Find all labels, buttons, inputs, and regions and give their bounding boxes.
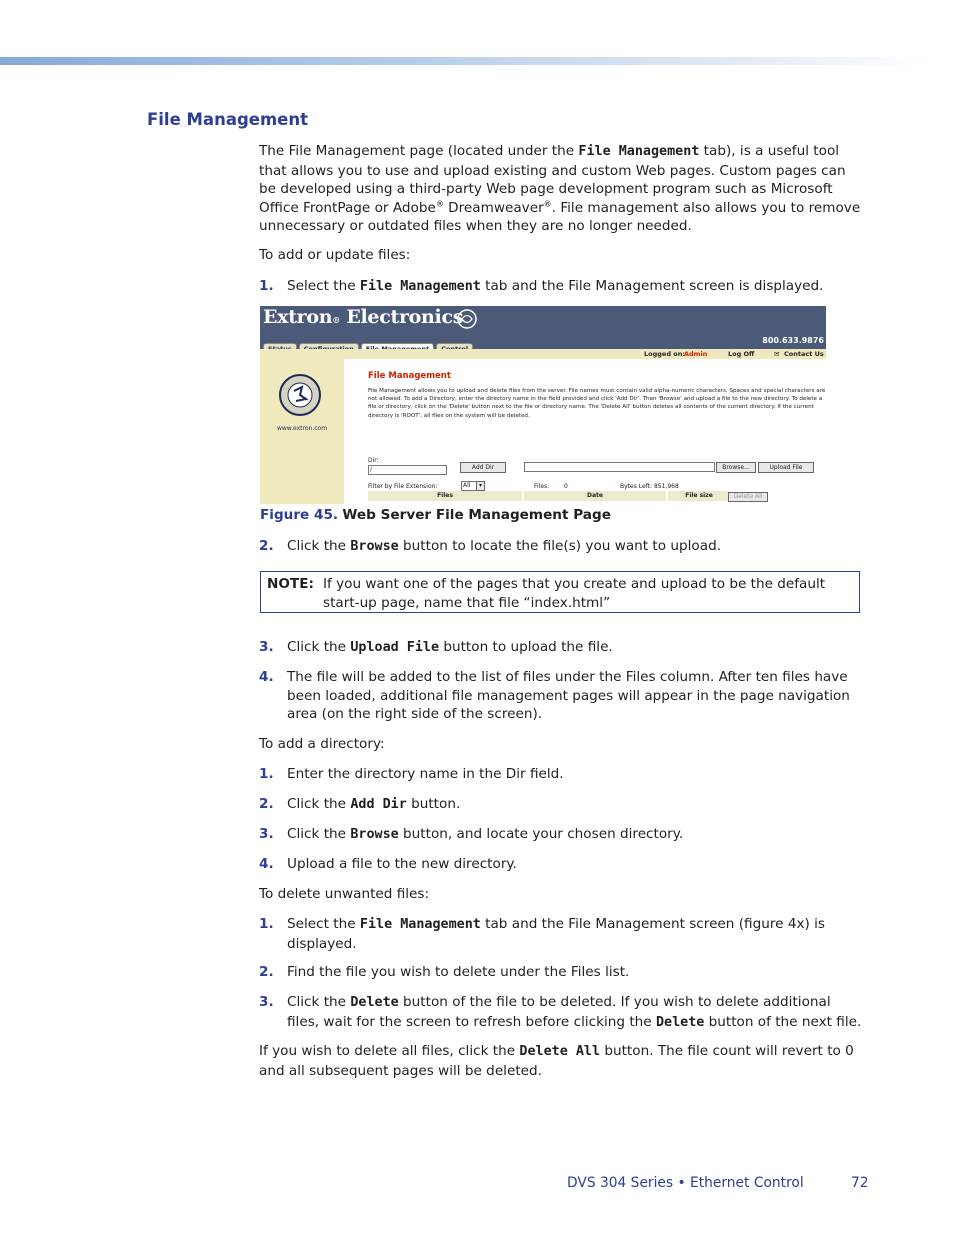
contact-us-link[interactable]: Contact Us [784, 350, 824, 358]
log-off-link[interactable]: Log Off [728, 350, 755, 358]
step-text: Click the Delete button of the file to be deleted. If you wish to delete additional files, wait for the screen to refresh before clicking the Delete button of the next file. [287, 994, 862, 1030]
step-text: Find the file you wish to delete under the Files list. [287, 964, 630, 980]
step-number: 2. [259, 796, 274, 812]
files-column-header: Files [368, 491, 522, 501]
step-text: The file will be added to the list of files under the Files column. After ten files have been loaded, additional file management pages will appear in the page navigation area (on the right side of the screen). [287, 669, 850, 723]
header-rule [0, 57, 930, 65]
step-number: 1. [259, 766, 274, 782]
note-label: NOTE: [267, 576, 314, 592]
logged-on-user: Admin [684, 350, 708, 358]
step-text: Upload a file to the new directory. [287, 856, 517, 872]
brand-logo-text: Extron® Electronics [263, 306, 464, 328]
add-update-label: To add or update files: [259, 247, 411, 263]
step-text: Select the File Management tab and the File Management screen is displayed. [287, 278, 824, 294]
step-number: 3. [259, 826, 274, 842]
step-number: 3. [259, 639, 274, 655]
site-url: www.extron.com [276, 425, 328, 432]
screen-header [260, 306, 826, 350]
step-text: Click the Upload File button to upload the file. [287, 639, 613, 655]
login-bar [260, 349, 826, 359]
step-text: Click the Browse button, and locate your chosen directory. [287, 826, 684, 842]
mail-icon: ✉ [774, 350, 780, 358]
files-count: 0 [564, 483, 568, 490]
footer-title: DVS 304 Series • Ethernet Control [567, 1175, 804, 1191]
step-number: 2. [259, 538, 274, 554]
filter-select[interactable]: All [461, 481, 478, 491]
dir-input[interactable]: / [368, 465, 447, 475]
screen-page-title: File Management [368, 371, 451, 381]
date-column-header: Date [524, 491, 666, 501]
intro-text: tab), is a useful tool that allows you to use and upload existing and custom Web pages. Custom pages can be developed using a third-party Web page development program such as Microsoft Office FrontPage or Adobe [259, 143, 846, 216]
figure-label: Figure 45. [260, 507, 339, 523]
screen-content [344, 359, 826, 504]
step-text: Click the Browse button to locate the file(s) you want to upload. [287, 538, 722, 554]
step-number: 3. [259, 994, 274, 1010]
bytes-left: Bytes Left: 851,968 [620, 483, 679, 490]
screen-description: File Management allows you to upload and delete files from the server. File names must contain valid alpha-numeric characters. Spaces and special characters are not allowed. To add a Directory, enter the directory name in the field provided and click 'Add Dir'. Then 'Browse' and upload a file to the new directory. To delete a file or directory, click on the 'Delete' button next to the file or directory name. The 'Delete All' button deletes all contents of the current directory. If the current directory is 'ROOT', all files on the system will be deleted. [368, 388, 826, 419]
chevron-down-icon[interactable]: ▾ [476, 481, 485, 491]
intro-text: Dreamweaver [443, 199, 544, 216]
delete-files-label: To delete unwanted files: [259, 886, 430, 902]
step-text: Enter the directory name in the Dir field. [287, 766, 564, 782]
delete-all-button[interactable]: Delete All [728, 492, 768, 502]
extron-star-icon [456, 308, 478, 330]
note-text: If you want one of the pages that you create and upload to be the default start-up page, name that file “index.html” [323, 576, 826, 611]
file-path-input[interactable] [524, 462, 715, 472]
upload-file-button[interactable]: Upload File [758, 462, 814, 473]
phone-number: 800.633.9876 [762, 336, 824, 345]
extron-seal-icon [278, 373, 322, 417]
browse-button[interactable]: Browse... [716, 462, 756, 473]
dir-label: Dir: [368, 457, 379, 464]
step-text: Click the Add Dir button. [287, 796, 461, 812]
closing-paragraph: If you wish to delete all files, click the Delete All button. The file count will revert to 0 and all subsequent pages will be deleted. [259, 1043, 854, 1079]
add-directory-label: To add a directory: [259, 736, 385, 752]
size-column-header: File size [668, 491, 730, 501]
logged-on-label: Logged on: [644, 350, 685, 358]
step-number: 1. [259, 278, 274, 294]
section-heading: File Management [147, 110, 308, 129]
step-number: 4. [259, 856, 274, 872]
figure-caption-text: Web Server File Management Page [342, 507, 611, 523]
add-dir-button[interactable]: Add Dir [460, 462, 506, 473]
step-text: Select the File Management tab and the File Management screen (figure 4x) is displayed. [287, 916, 825, 952]
intro-text: . File management also allows you to remove unnecessary or outdated files when they are no longer needed. [259, 199, 861, 235]
files-label: Files: [534, 483, 550, 490]
step-number: 2. [259, 964, 274, 980]
side-pane [260, 359, 344, 504]
page-number: 72 [851, 1175, 869, 1191]
intro-code: File Management [578, 144, 700, 159]
note-box [260, 571, 860, 613]
intro-text: The File Management page (located under the [259, 143, 579, 159]
registered-mark: ® [543, 199, 552, 209]
screen-tabs [263, 336, 475, 349]
figure-caption [260, 507, 611, 523]
intro-paragraph [259, 142, 864, 236]
step-number: 1. [259, 916, 274, 932]
step-number: 4. [259, 669, 274, 685]
filter-label: Filter by File Extension: [368, 483, 438, 490]
registered-mark: ® [435, 199, 444, 209]
file-management-screenshot [260, 306, 826, 504]
